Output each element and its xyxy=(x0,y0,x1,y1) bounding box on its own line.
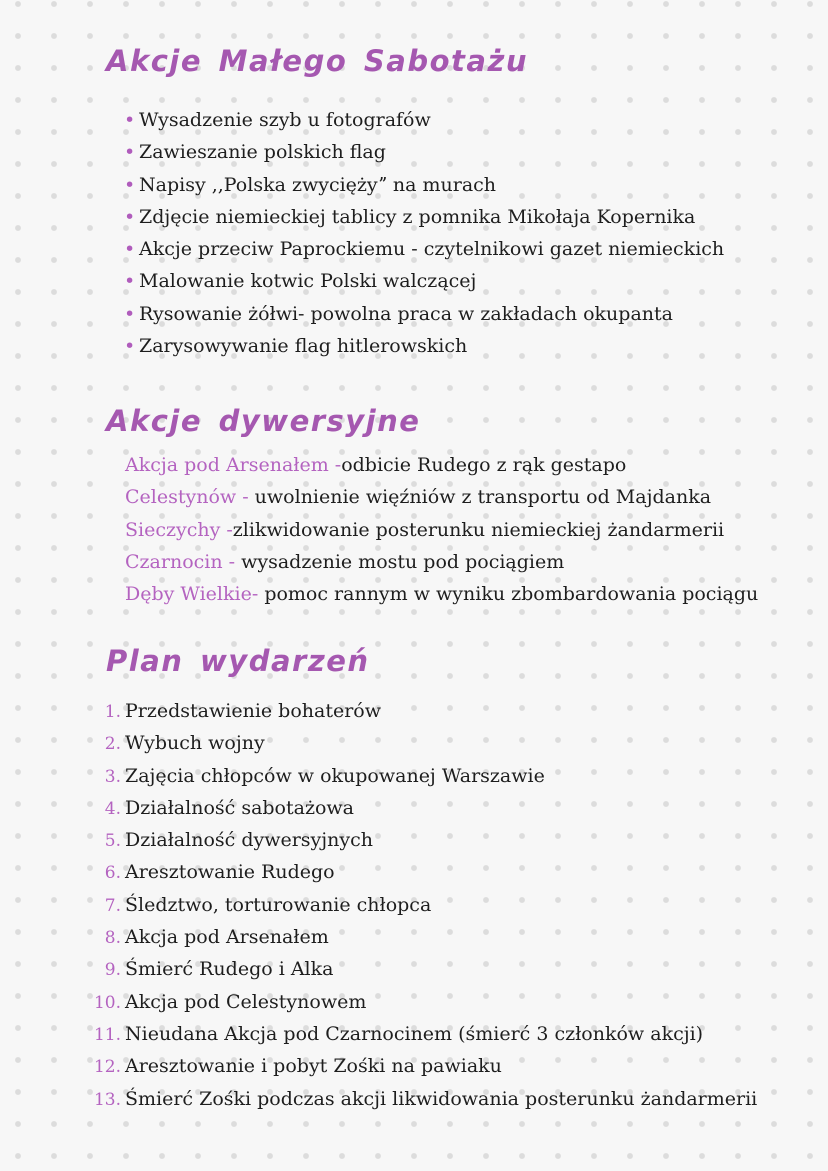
list-item xyxy=(124,298,724,330)
sabotage-list xyxy=(124,104,724,362)
item-number: 1. xyxy=(104,702,121,722)
list-item xyxy=(124,169,724,201)
list-item xyxy=(125,578,758,610)
bullet-icon: • xyxy=(124,335,136,358)
list-item xyxy=(125,546,758,578)
list-item-text: Malowanie kotwic Polski walczącej xyxy=(139,270,477,293)
list-item xyxy=(124,104,724,136)
list-item xyxy=(88,1050,757,1082)
list-item-text: Akcja pod Celestynowem xyxy=(125,990,367,1013)
bullet-icon: • xyxy=(124,109,136,131)
list-item xyxy=(88,727,757,759)
list-item xyxy=(88,760,757,792)
list-item-text: Napisy ,,Polska zwyciężyˮ na murach xyxy=(139,173,497,196)
list-item-text: Śmierć Rudego i Alka xyxy=(125,958,334,981)
list-item-text: Akcje przeciw Paprockiemu - czytelnikowi gazet niemieckich xyxy=(139,238,725,261)
action-description: pomoc rannym w wyniku zbombardowania pociągu xyxy=(264,583,759,606)
list-item xyxy=(88,856,757,888)
list-item-text: Zawieszanie polskich flag xyxy=(139,141,386,164)
bullet-icon: • xyxy=(124,141,136,164)
item-number: 9. xyxy=(104,960,121,981)
list-item xyxy=(88,824,757,856)
item-number: 4. xyxy=(104,798,121,819)
list-item xyxy=(88,792,757,824)
list-item-text: Śledztwo, torturowanie chłopca xyxy=(125,893,432,916)
action-description: zlikwidowanie posterunku niemieckiej żandarmerii xyxy=(232,518,725,541)
list-item-text: Wybuch wojny xyxy=(125,732,265,755)
list-item xyxy=(125,481,758,513)
list-item-text: Akcja pod Arsenałem xyxy=(125,926,329,949)
list-item xyxy=(88,1018,757,1050)
list-item-text: Działalność sabotażowa xyxy=(125,796,355,819)
list-item xyxy=(88,1083,757,1115)
list-item xyxy=(88,695,757,727)
list-item xyxy=(88,921,757,953)
action-description: uwolnienie więźniów z transportu od Majdanka xyxy=(254,486,712,509)
events-plan-list xyxy=(88,695,757,1115)
list-item xyxy=(88,889,757,921)
list-item xyxy=(125,449,758,481)
item-number: 7. xyxy=(104,895,121,916)
action-description: wysadzenie mostu pod pociągiem xyxy=(241,550,565,573)
list-item-text: Zajęcia chłopców w okupowanej Warszawie xyxy=(125,764,545,787)
item-number: 5. xyxy=(104,831,121,852)
item-number: 12. xyxy=(93,1057,121,1078)
list-item-text: Rysowanie żółwi- powolna praca w zakładach okupanta xyxy=(139,302,673,325)
bullet-icon: • xyxy=(124,270,136,293)
item-number: 13. xyxy=(93,1089,121,1110)
list-item xyxy=(124,201,724,233)
diversion-list xyxy=(125,449,758,610)
list-item xyxy=(124,265,724,297)
list-item-text: Wysadzenie szyb u fotografów xyxy=(139,109,431,131)
section-title-sabotage: Akcje Małego Sabotażu xyxy=(106,44,528,78)
list-item-text: Aresztowanie i pobyt Zośki na pawiaku xyxy=(125,1055,502,1078)
action-place: Celestynów - xyxy=(125,486,255,509)
list-item-text: Przedstawienie bohaterów xyxy=(125,700,382,722)
item-number: 8. xyxy=(104,928,121,949)
list-item-text: Działalność dywersyjnych xyxy=(125,829,374,852)
list-item-text: Zdjęcie niemieckiej tablicy z pomnika Mikołaja Kopernika xyxy=(139,205,696,228)
list-item xyxy=(124,330,724,362)
action-place: Czarnocin - xyxy=(125,550,242,573)
list-item-text: Zarysowywanie flag hitlerowskich xyxy=(139,335,468,358)
action-place: Sieczychy - xyxy=(125,518,233,541)
action-place: Dęby Wielkie- xyxy=(125,583,265,606)
list-item xyxy=(88,986,757,1018)
section-title-diversion: Akcje dywersyjne xyxy=(106,404,421,438)
list-item-text: Śmierć Zośki podczas akcji likwidowania posterunku żandarmerii xyxy=(125,1087,758,1110)
list-item xyxy=(124,136,724,168)
list-item xyxy=(88,953,757,985)
bullet-icon: • xyxy=(124,173,136,196)
section-title-plan: Plan wydarzeń xyxy=(106,644,370,678)
action-description: odbicie Rudego z rąk gestapo xyxy=(341,454,627,476)
list-item-text: Nieudana Akcja pod Czarnocinem (śmierć 3 członków akcji) xyxy=(125,1022,704,1045)
list-item xyxy=(124,233,724,265)
list-item xyxy=(125,514,758,546)
bullet-icon: • xyxy=(124,205,136,228)
list-item-text: Aresztowanie Rudego xyxy=(125,861,335,884)
item-number: 2. xyxy=(104,734,121,755)
item-number: 6. xyxy=(104,863,121,884)
item-number: 3. xyxy=(104,766,121,787)
bullet-icon: • xyxy=(124,302,136,325)
item-number: 10. xyxy=(93,992,121,1013)
action-place: Akcja pod Arsenałem - xyxy=(125,454,342,476)
item-number: 11. xyxy=(93,1024,121,1045)
bullet-icon: • xyxy=(124,238,136,261)
